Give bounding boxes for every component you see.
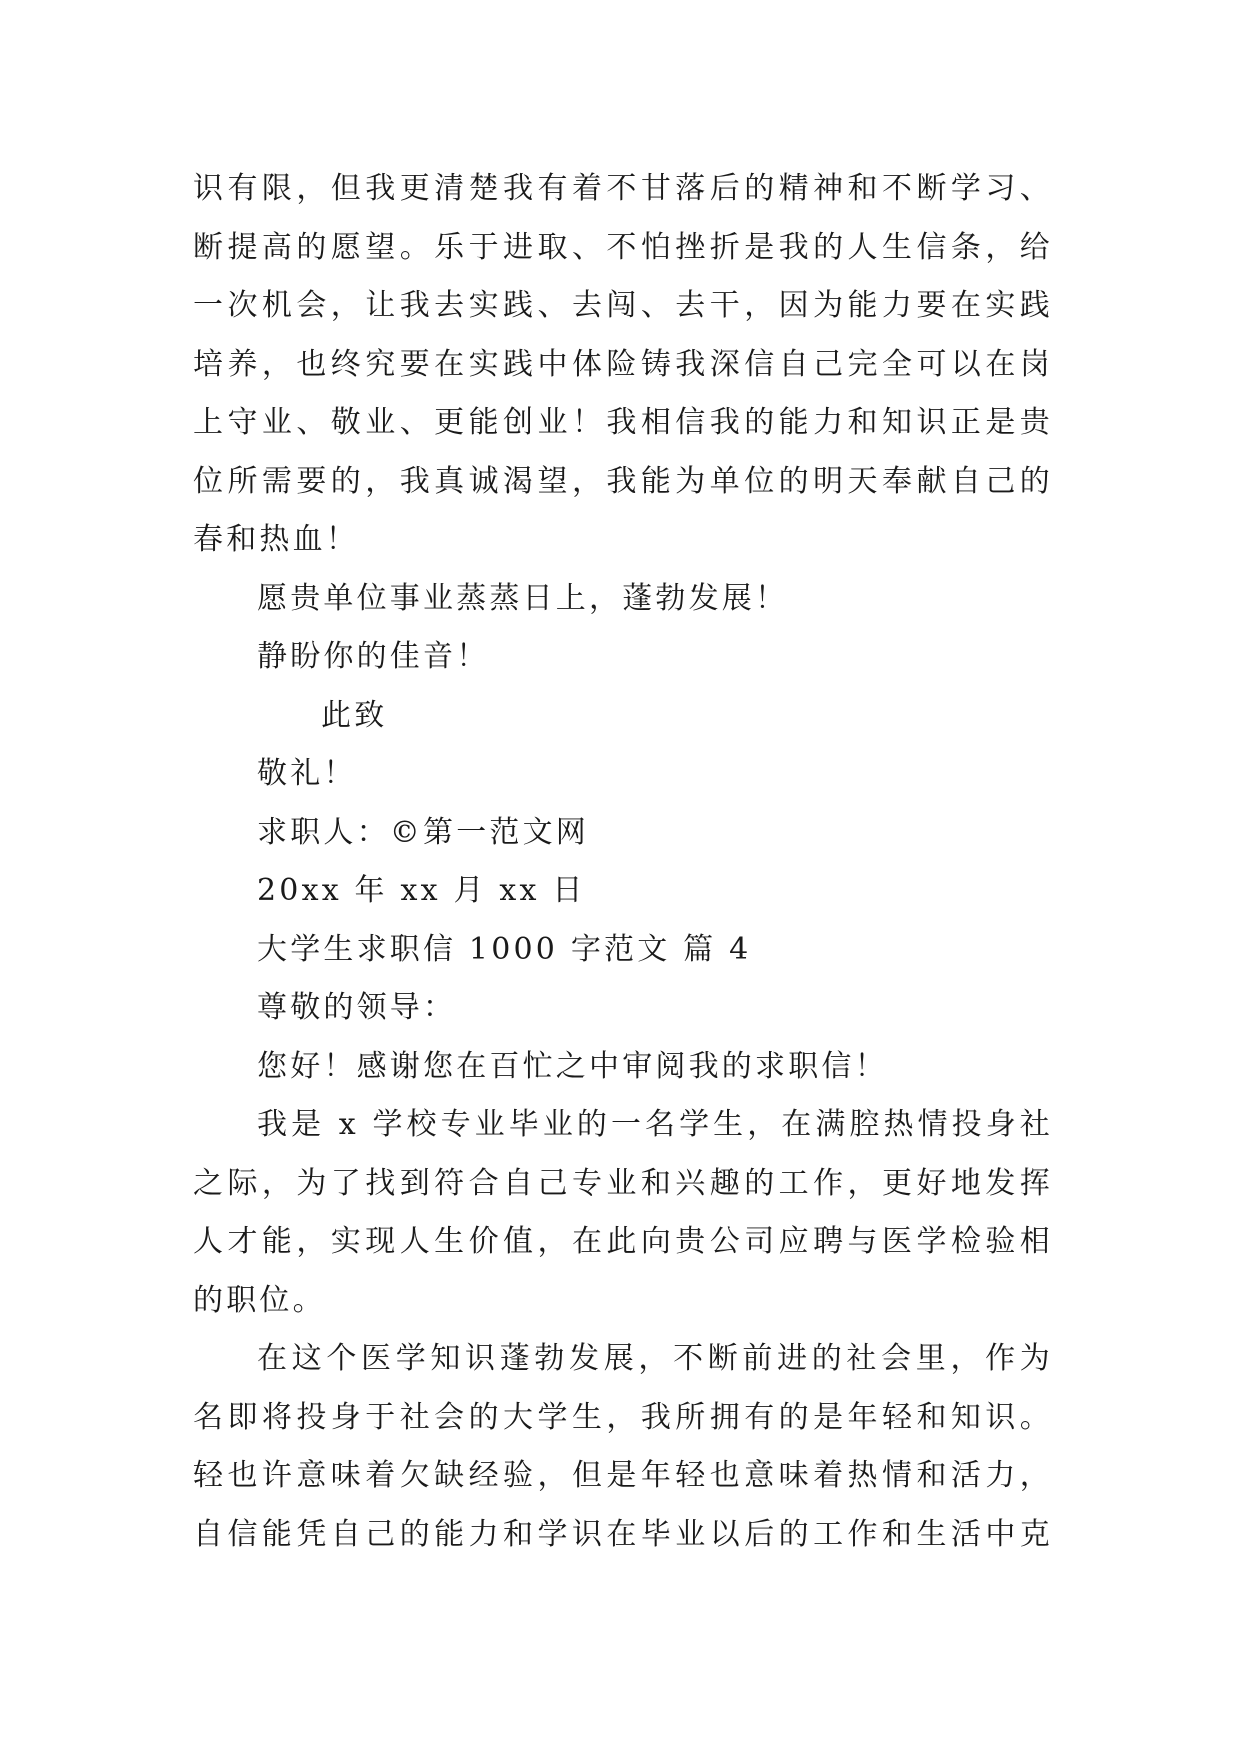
salutation-line: 尊敬的领导：: [257, 990, 457, 1025]
paragraph-line: 人才能，实现人生价值，在此向贵公司应聘与医学检验相: [193, 1224, 1053, 1259]
paragraph-line: 的职位。: [193, 1282, 326, 1318]
letter-body: [193, 160, 1053, 1564]
paragraph-line: 自信能凭自己的能力和学识在毕业以后的工作和生活中克: [193, 1516, 1053, 1552]
await-line: 静盼你的佳音！: [257, 639, 490, 674]
closing-salute: 敬礼！: [257, 756, 357, 791]
paragraph-line: 上守业、敬业、更能创业！我相信我的能力和知识正是贵: [193, 405, 1053, 440]
closing-line: 此致: [321, 697, 388, 733]
paragraph-line: 轻也许意味着欠缺经验，但是年轻也意味着热情和活力，: [193, 1458, 1053, 1493]
date-line: 20xx 年 xx 月 xx 日: [257, 873, 586, 908]
paragraph-line: 在这个医学知识蓬勃发展，不断前进的社会里，作为: [257, 1341, 1053, 1376]
greeting-line: 您好！感谢您在百忙之中审阅我的求职信！: [257, 1048, 888, 1084]
signer-line: 求职人：©第一范文网: [257, 814, 589, 850]
paragraph-line: 识有限，但我更清楚我有着不甘落后的精神和不断学习、: [193, 171, 1053, 206]
paragraph-line: 断提高的愿望。乐于进取、不怕挫折是我的人生信条，给: [193, 229, 1053, 265]
wish-line: 愿贵单位事业蒸蒸日上，蓬勃发展！: [257, 580, 789, 616]
paragraph-line: 一次机会，让我去实践、去闯、去干，因为能力要在实践: [193, 288, 1053, 323]
section-title: 大学生求职信 1000 字范文 篇 4: [257, 931, 752, 967]
paragraph-line: 春和热血！: [193, 522, 359, 557]
paragraph-line: 我是 x 学校专业毕业的一名学生，在满腔热情投身社: [257, 1107, 1053, 1142]
paragraph-line: 培养，也终究要在实践中体险铸我深信自己完全可以在岗: [193, 346, 1053, 382]
paragraph-line: 名即将投身于社会的大学生，我所拥有的是年轻和知识。: [193, 1399, 1053, 1435]
paragraph-line: 之际，为了找到符合自己专业和兴趣的工作，更好地发挥: [193, 1165, 1053, 1201]
paragraph-line: 位所需要的，我真诚渴望，我能为单位的明天奉献自己的: [193, 463, 1053, 499]
